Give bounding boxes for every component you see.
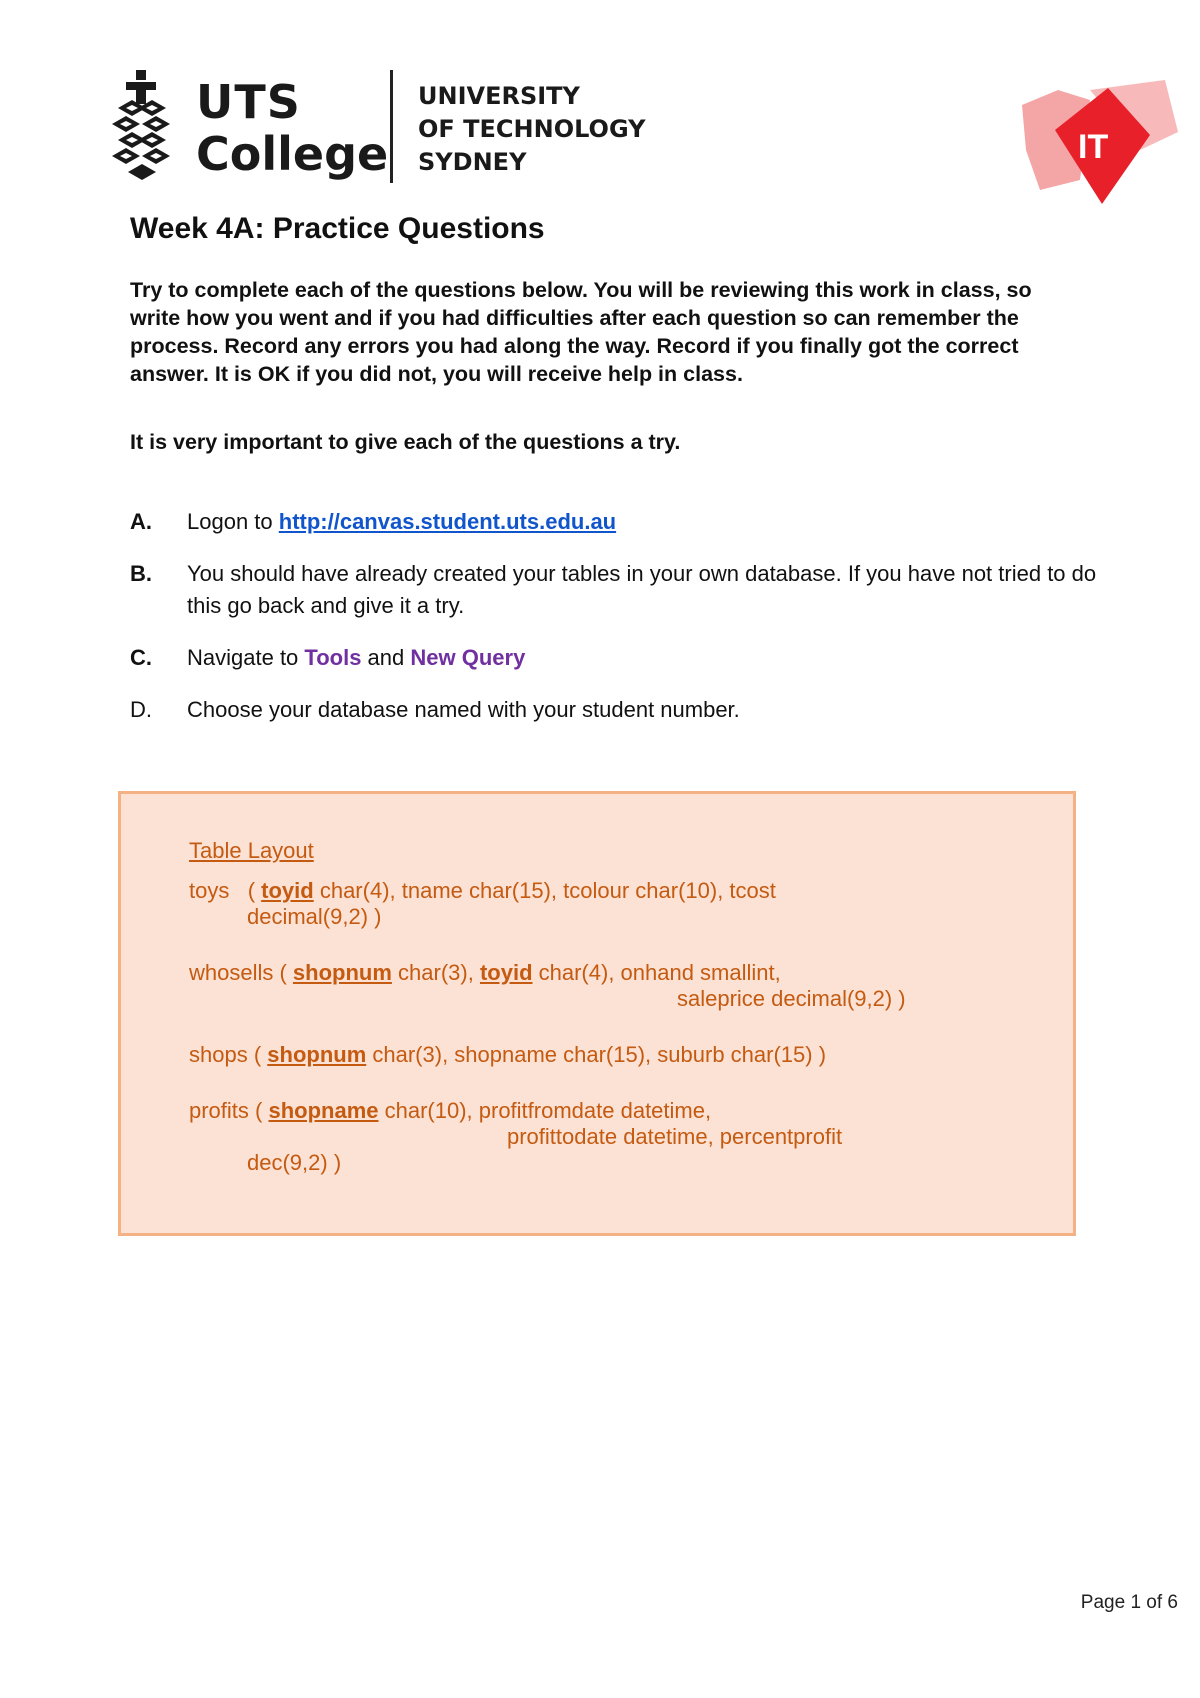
uts-wordmark: UTS xyxy=(196,75,301,129)
table-layout-heading: Table Layout xyxy=(189,838,314,863)
step-letter: A. xyxy=(130,509,152,534)
canvas-link[interactable]: http://canvas.student.uts.edu.au xyxy=(278,509,617,534)
logo-divider xyxy=(390,70,393,183)
primary-key: shopname xyxy=(268,1098,379,1123)
it-badge-text: IT xyxy=(1078,128,1109,166)
college-wordmark: College xyxy=(196,127,389,181)
profits-definition-cont: profittodate datetime, percentprofit xyxy=(507,1124,843,1149)
primary-key: toyid xyxy=(479,960,533,985)
shops-definition: shops ( shopnum char(3), shopname char(15), suburb char(15) ) xyxy=(189,1042,827,1067)
toys-definition: toys ( toyid char(4), tname char(15), tcolour char(10), tcost xyxy=(189,878,776,903)
step-c xyxy=(130,642,1110,674)
step-a xyxy=(130,506,1110,538)
step-d xyxy=(130,694,1110,726)
new-query-ref: New Query xyxy=(410,645,526,670)
uts-crest-icon xyxy=(112,70,172,184)
step-letter: C. xyxy=(130,645,152,670)
primary-key: toyid xyxy=(261,878,314,903)
step-letter: B. xyxy=(130,561,152,586)
step-text: Navigate to xyxy=(187,645,305,670)
university-line-3: SYDNEY xyxy=(418,148,527,176)
important-note: It is very important to give each of the questions a try. xyxy=(130,430,681,454)
step-text: and xyxy=(361,645,411,670)
primary-key: shopnum xyxy=(267,1042,367,1067)
step-text: Logon to xyxy=(187,509,279,534)
page-title: Week 4A: Practice Questions xyxy=(130,212,545,245)
step-letter: D. xyxy=(130,697,152,722)
whosells-definition: whosells ( shopnum char(3), toyid char(4), onhand smallint, xyxy=(189,960,781,985)
primary-key: shopnum xyxy=(292,960,392,985)
university-line-1: UNIVERSITY xyxy=(418,82,580,110)
steps-list xyxy=(130,506,1110,726)
table-layout-box xyxy=(118,791,1076,1236)
profits-definition: profits ( shopname char(10), profitfromdate datetime, xyxy=(189,1098,712,1123)
toys-definition-cont: decimal(9,2) ) xyxy=(247,904,382,929)
step-b xyxy=(130,558,1110,622)
step-text: Choose your database named with your student number. xyxy=(187,697,740,722)
university-line-2: OF TECHNOLOGY xyxy=(418,115,646,143)
page-number: Page 1 of 6 xyxy=(1080,1592,1178,1613)
tools-menu-ref: Tools xyxy=(304,645,362,670)
profits-definition-cont-2: dec(9,2) ) xyxy=(247,1150,342,1175)
uts-college-logo xyxy=(112,70,646,190)
step-text: You should have already created your tables in your own database. If you have not tried to do this go back and give it a try. xyxy=(187,561,1097,618)
whosells-definition-cont: saleprice decimal(9,2) ) xyxy=(677,986,906,1011)
intro-paragraph: Try to complete each of the questions below. You will be reviewing this work in class, so write how you went and if you had difficulties after each question so can remember the process. Record any errors you had along the way. Record if you finally got the correct answer. It is OK if you did not, you will receive help in class. xyxy=(130,278,1032,386)
university-name xyxy=(418,80,646,179)
